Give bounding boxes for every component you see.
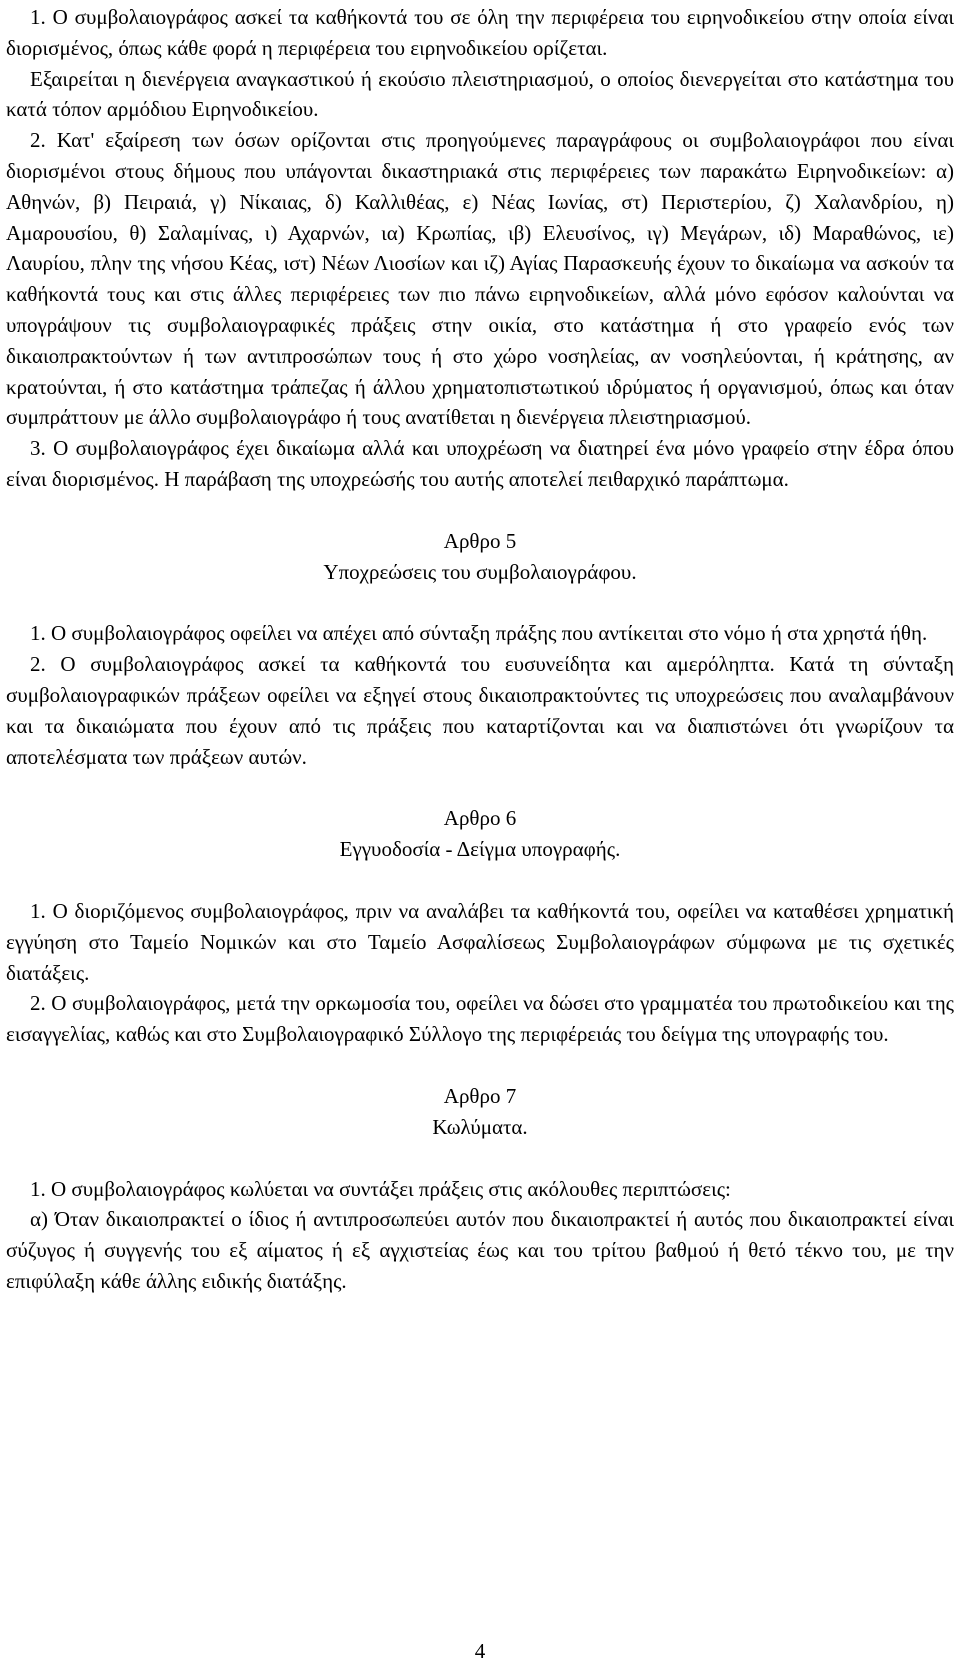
art6-paragraph-1: 1. Ο διοριζόμενος συμβολαιογράφος, πριν να αναλάβει τα καθήκοντά του, οφείλει να καταθέσει χρηματική εγγύηση στο Ταμείο Νομικών και στο Ταμείο Ασφαλίσεως Συμβολαιογράφων σύμφωνα με τις σχετικές διατάξεις. [6,898,954,985]
art5-paragraph-1: 1. Ο συμβολαιογράφος οφείλει να απέχει από σύνταξη πράξης που αντίκειται στο νόμο ή στα χρηστά ήθη. [30,621,928,646]
art5-paragraph-2: 2. Ο συμβολαιογράφος ασκεί τα καθήκοντά του ευσυνείδητα και αμερόληπτα. Κατά τη σύνταξη συμβολαιογραφικών πράξεων οφείλει να εξηγεί στους δικαιοπρακτούντες τις υποχρεώσεις που αναλαμβάνουν και τα δικαιώματα που έχουν από τις πράξεις που καταρτίζονται και να διαπιστώνει ότι γνωρίζουν τα αποτελέσματα των πράξεων αυτών. [6,652,954,769]
spacer [6,1050,954,1081]
art4-paragraph-1: 1. Ο συμβολαιογράφος ασκεί τα καθήκοντά του σε όλη την περιφέρεια του ειρηνοδικείου στην οποία είναι διορισμένος, όπως κάθε φορά η περιφέρεια του ειρηνοδικείου ορίζεται. [6,5,954,60]
page-number: 4 [474,1639,486,1663]
art7-paragraph-1: 1. Ο συμβολαιογράφος κωλύεται να συντάξει πράξεις στις ακόλουθες περιπτώσεις: [30,1176,731,1201]
art6-paragraph-2: 2. Ο συμβολαιογράφος, μετά την ορκωμοσία του, οφείλει να δώσει στο γραμματέα του πρωτοδικείου και της εισαγγελίας, καθώς και στο Συμβολαιογραφικό Σύλλογο της περιφέρειάς του δείγμα της υπογραφής του. [6,991,954,1047]
art6-title: Εγγυοδοσία - Δείγμα υπογραφής. [339,837,621,862]
spacer [6,772,954,803]
art5-heading: Αρθρο 5 [443,528,517,553]
art6-heading: Αρθρο 6 [443,806,517,831]
spacer [6,1143,954,1174]
art4-paragraph-2: 2. Κατ' εξαίρεση των όσων ορίζονται στις προηγούμενες παραγράφους οι συμβολαιογράφοι που είναι διορισμένοι στους δήμους που υπάγονται δικαστηριακά στις περιφέρειες των παρακάτω Ειρηνοδικείων: α) Αθηνών, β) Πειραιά, γ) Νίκαιας, δ) Καλλιθέας, ε) Νέας Ιωνίας, στ) Περιστερίου, ζ) Χαλανδρίου, η) Αμαρουσίου, θ) Σαλαμίνας, ι) Αχαρνών, ια) Κρωπίας, ιβ) Ελευσίνος, ιγ) Μεγάρων, ιδ) Μαραθώνος, ιε) Λαυρίου, πλην της νήσου Κέας, ιστ) Νέων Λιοσίων και ιζ) Αγίας Παρασκευής έχουν το δικαίωμα να ασκούν τα καθήκοντά τους και στις άλλες περιφέρειες των πιο πάνω ειρηνοδικείων, αλλά μόνο εφόσον καλούνται να υπογράψουν τις συμβολαιογραφικές πράξεις στην οικία, στο κατάστημα ή στο γραφείο ενός των δικαιοπρακτούντων ή των αντιπροσώπων τους ή στο χώρο νοσηλείας, αν νοσηλεύονται, ή κράτησης, αν κρατούνται, ή στο κατάστημα τράπεζας ή άλλου χρηματοπιστωτικού ιδρύματος ή οργανισμού, όπως και όταν συμπράττουν με άλλο συμβολαιογράφο ή τους ανατίθεται η διενέργεια πλειστηριασμού. [6,128,954,430]
document-page [6,2,954,1297]
art7-paragraph-a: α) Όταν δικαιοπρακτεί ο ίδιος ή αντιπροσωπεύει αυτόν που δικαιοπρακτεί ή αυτός που δικαιοπρακτεί είναι σύζυγος ή συγγενής του εξ αίματος ή εξ αγχιστείας έως και του τρίτου βαθμού ή θετό τέκνο του, με την επιφύλαξη κάθε άλλης ειδικής διατάξης. [6,1207,954,1293]
art7-title: Κωλύματα. [432,1114,528,1139]
spacer [6,865,954,896]
art4-paragraph-3: 3. Ο συμβολαιογράφος έχει δικαίωμα αλλά και υποχρέωση να διατηρεί ένα μόνο γραφείο στην έδρα όπου είναι διορισμένος. Η παράβαση της υποχρεώσής του αυτής αποτελεί πειθαρχικό παράπτωμα. [6,436,954,491]
art4-paragraph-1b: Εξαιρείται η διενέργεια αναγκαστικού ή εκούσιο πλειστηριασμού, ο οποίος διενεργείται στο κατάστημα του κατά τόπον αρμόδιου Ειρηνοδικείου. [6,66,954,122]
spacer [6,495,954,526]
art7-heading: Αρθρο 7 [443,1083,517,1108]
spacer [6,587,954,618]
art5-title: Υποχρεώσεις του συμβολαιογράφου. [323,559,637,584]
